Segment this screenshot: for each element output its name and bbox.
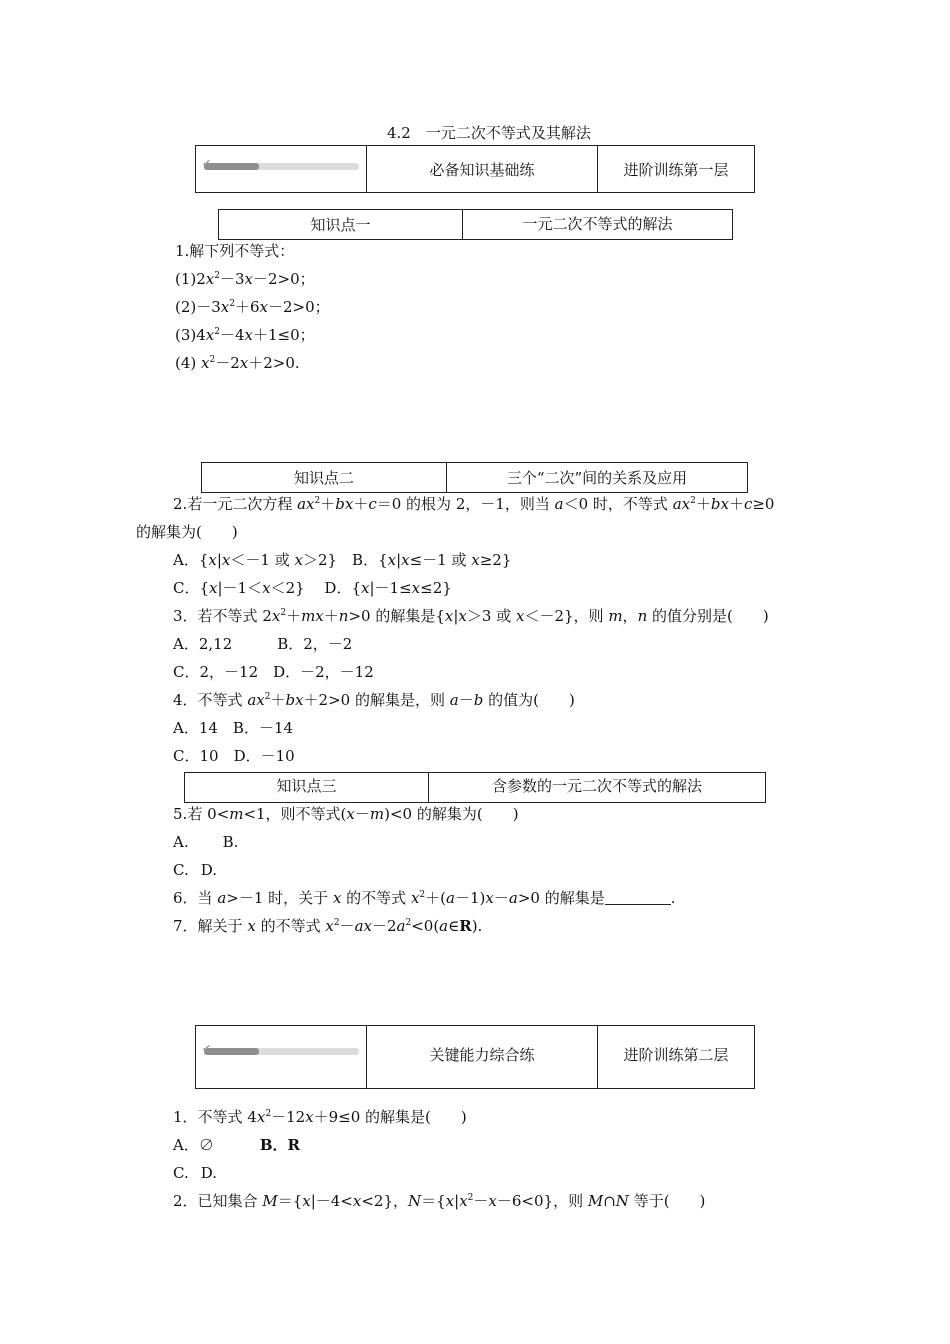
banner-right-label: 进阶训练第二层 bbox=[597, 1026, 754, 1088]
q5-options-ab[interactable]: A. B. bbox=[173, 833, 239, 851]
p1-stem: 1．不等式 $4x^2-12x+9\le 0$ 的解集是( ) bbox=[173, 1108, 467, 1126]
kp-topic: 含参数的一元二次不等式的解法 bbox=[491, 777, 702, 795]
page-title: 4.2 一元二次不等式及其解法 bbox=[387, 124, 591, 142]
q1-part3: $(3)4x^2-4x+1\le 0$； bbox=[175, 326, 315, 344]
check-icon: ✔ bbox=[202, 157, 212, 170]
q1-part2: $(2)-3x^2+6x-2>0$； bbox=[175, 298, 330, 316]
q2-stem-cont: 的解集为( ) bbox=[136, 523, 238, 541]
q2-options-cd[interactable]: C．{x|－1＜x＜2} D．{x|－1≤x≤2} bbox=[173, 579, 452, 597]
q4-stem: 4．不等式 $ax^2+bx+2>0$ 的解集是，则 a－b 的值为( ) bbox=[173, 691, 575, 709]
answer-blank[interactable] bbox=[605, 890, 671, 905]
kp-label: 知识点一 bbox=[219, 210, 463, 239]
kp-label: 知识点三 bbox=[185, 773, 429, 802]
section-banner-basic bbox=[195, 145, 755, 193]
section-banner-advanced bbox=[195, 1025, 755, 1089]
progress-decoration bbox=[202, 1042, 359, 1055]
q3-options-ab[interactable]: A．2,12 B．2，－2 bbox=[173, 635, 353, 653]
kp-topic: 一元二次不等式的解法 bbox=[522, 215, 673, 233]
p1-options-cd[interactable]: C. D. bbox=[173, 1164, 217, 1182]
knowledge-point-1 bbox=[218, 209, 733, 240]
progress-decoration bbox=[202, 157, 359, 170]
kp-topic: 三个“二次”间的关系及应用 bbox=[506, 469, 688, 487]
q3-options-cd[interactable]: C．2，－12 D．－2，－12 bbox=[173, 663, 374, 681]
q4-options-ab[interactable]: A．14 B．－14 bbox=[173, 719, 294, 737]
knowledge-point-3 bbox=[184, 772, 766, 803]
q6-stem: 6．当 a>－1 时，关于 x 的不等式 $x^2+(a-1)x-a>0$ 的解集是 . bbox=[173, 889, 676, 907]
q5-options-cd[interactable]: C. D. bbox=[173, 861, 217, 879]
q5-stem: 5.若 0<m<1，则不等式(x－m)<0 的解集为( ) bbox=[173, 805, 519, 823]
q4-options-cd[interactable]: C．10 D．－10 bbox=[173, 747, 295, 765]
p2-stem: 2．已知集合 M＝{x|－4<x<2}，$N=\{x|x^2-x-6<0\}$，则 M∩N 等于( ) bbox=[173, 1192, 706, 1210]
knowledge-point-2 bbox=[201, 462, 748, 493]
p1-options-ab[interactable]: A．∅ B．R bbox=[173, 1136, 300, 1154]
q2-options-ab[interactable]: A．{x|x＜－1 或 x＞2} B．{x|x≤－1 或 x≥2} bbox=[173, 551, 512, 569]
q7-stem: 7．解关于 x 的不等式 $x^2-ax-2a^2<0(a\in R)$. bbox=[173, 917, 483, 935]
q1-part1: $(1)2x^2-3x-2>0$； bbox=[175, 270, 315, 288]
q1-stem: 1.解下列不等式： bbox=[175, 242, 295, 260]
banner-middle-label: 关键能力综合练 bbox=[366, 1026, 597, 1088]
check-icon: ✔ bbox=[202, 1042, 212, 1055]
q1-part4: (4) $x^2-2x+2>0$. bbox=[175, 354, 300, 372]
banner-middle-label: 必备知识基础练 bbox=[366, 146, 597, 192]
q2-stem: 2.若一元二次方程 $ax^2+bx+c=0$ 的根为 2，－1，则当 a＜0 时，不等式 $ax^2+bx+c\ge 0$ bbox=[173, 495, 775, 513]
banner-right-label: 进阶训练第一层 bbox=[597, 146, 754, 192]
q3-stem: 3．若不等式 $2x^2+mx+n>0$ 的解集是{x|x＞3 或 x＜－2}，则 m，n 的值分别是( ) bbox=[173, 607, 769, 625]
kp-label: 知识点二 bbox=[202, 463, 447, 492]
